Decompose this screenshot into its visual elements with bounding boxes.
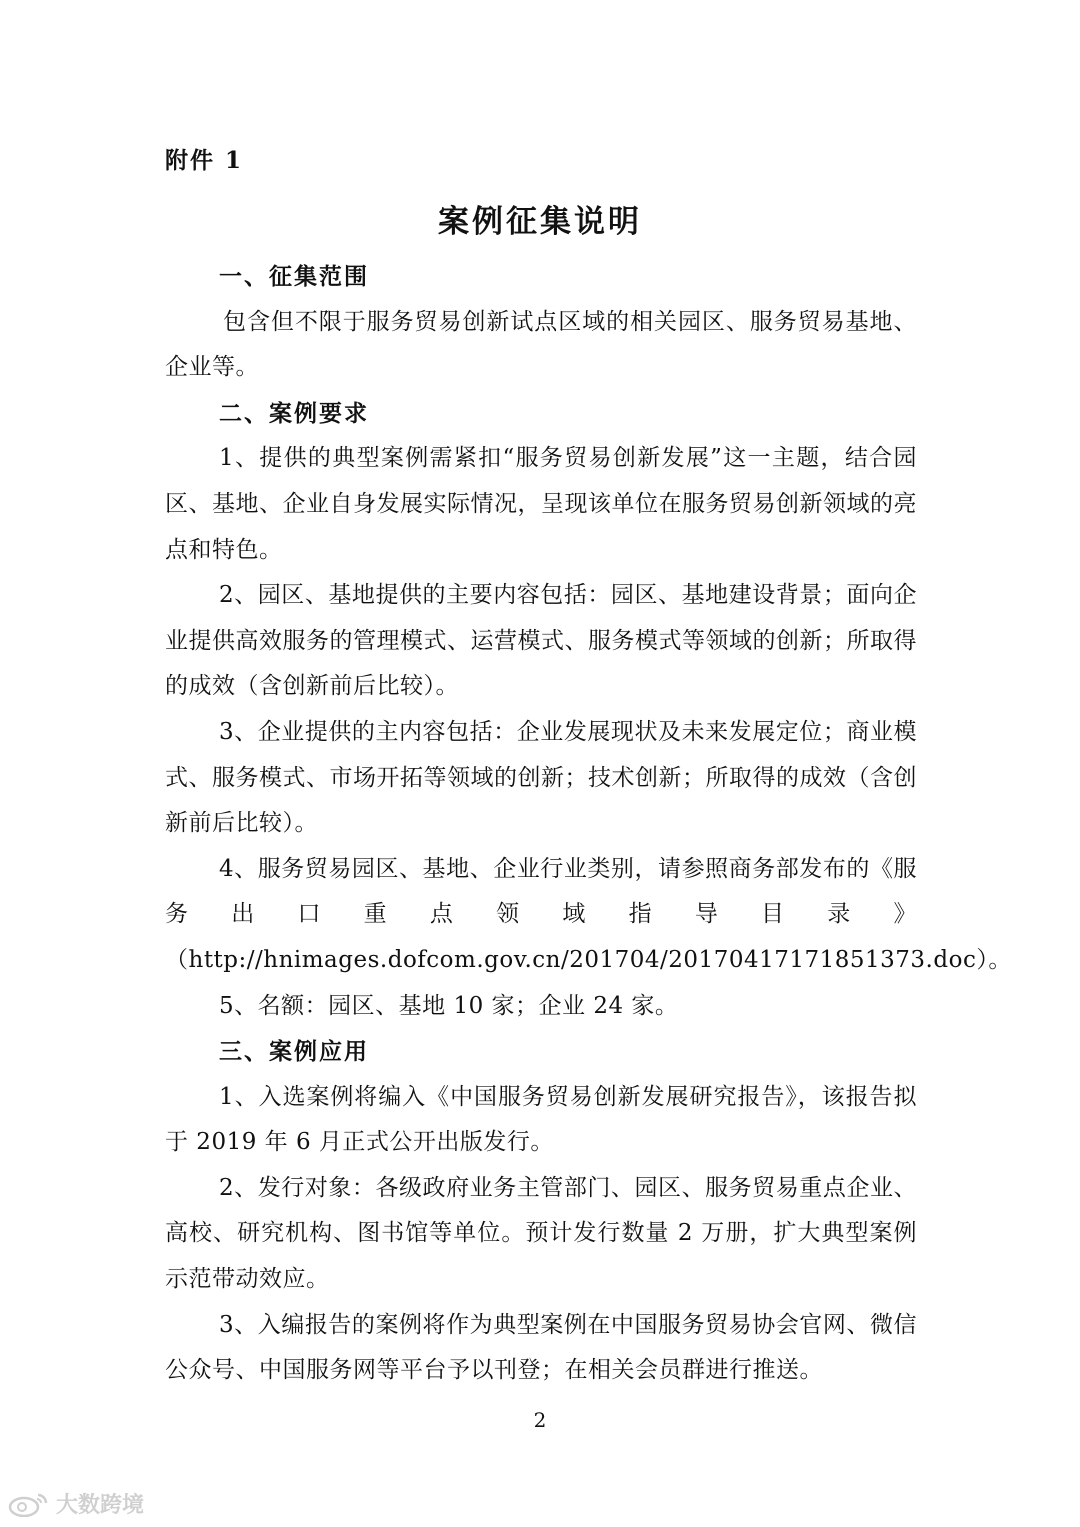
paragraph: 1、入选案例将编入《中国服务贸易创新发展研究报告》，该报告拟于 2019 年 6 月正式公开出版发行。 (165, 1083, 917, 1156)
paragraph: 4、服务贸易园区、基地、企业行业类别，请参照商务部发布的《服务出口重点领域指导目录》（http://hnimages.dofcom.gov.cn/201704/20170417171851373.doc）。 (165, 855, 1012, 973)
attachment-label: 附件 1 (165, 147, 244, 174)
paragraph: 2、发行对象：各级政府业务主管部门、园区、服务贸易重点企业、高校、研究机构、图书馆等单位。预计发行数量 2 万册，扩大典型案例示范带动效应。 (165, 1174, 917, 1293)
paragraph: 3、企业提供的主内容包括：企业发展现状及未来发展定位；商业模式、服务模式、市场开拓等领域的创新；技术创新；所取得的成效（含创新前后比较）。 (165, 718, 917, 837)
paragraph: 2、园区、基地提供的主要内容包括：园区、基地建设背景；面向企业提供高效服务的管理模式、运营模式、服务模式等领域的创新；所取得的成效（含创新前后比较）。 (165, 582, 917, 700)
paragraph: 3、入编报告的案例将作为典型案例在中国服务贸易协会官网、微信公众号、中国服务网等平台予以刊登；在相关会员群进行推送。 (165, 1311, 917, 1384)
paragraph: 1、提供的典型案例需紧扣“服务贸易创新发展”这一主题，结合园区、基地、企业自身发展实际情况，呈现该单位在服务贸易创新领域的亮点和特色。 (165, 445, 917, 563)
document-body (165, 254, 1012, 1394)
watermark (8, 1488, 144, 1519)
section-heading: 三、案例应用 (219, 1038, 369, 1066)
section-heading: 一、征集范围 (219, 263, 369, 290)
page-number: 2 (533, 1408, 547, 1432)
document-title: 案例征集说明 (438, 204, 642, 240)
watermark-text: 大数跨境 (56, 1493, 145, 1518)
paragraph: 包含但不限于服务贸易创新试点区域的相关园区、服务贸易基地、企业等。 (165, 308, 917, 381)
section-heading: 二、案例要求 (219, 399, 369, 427)
paragraph: 5、名额：园区、基地 10 家；企业 24 家。 (219, 992, 679, 1019)
weibo-logo-icon (8, 1491, 50, 1517)
